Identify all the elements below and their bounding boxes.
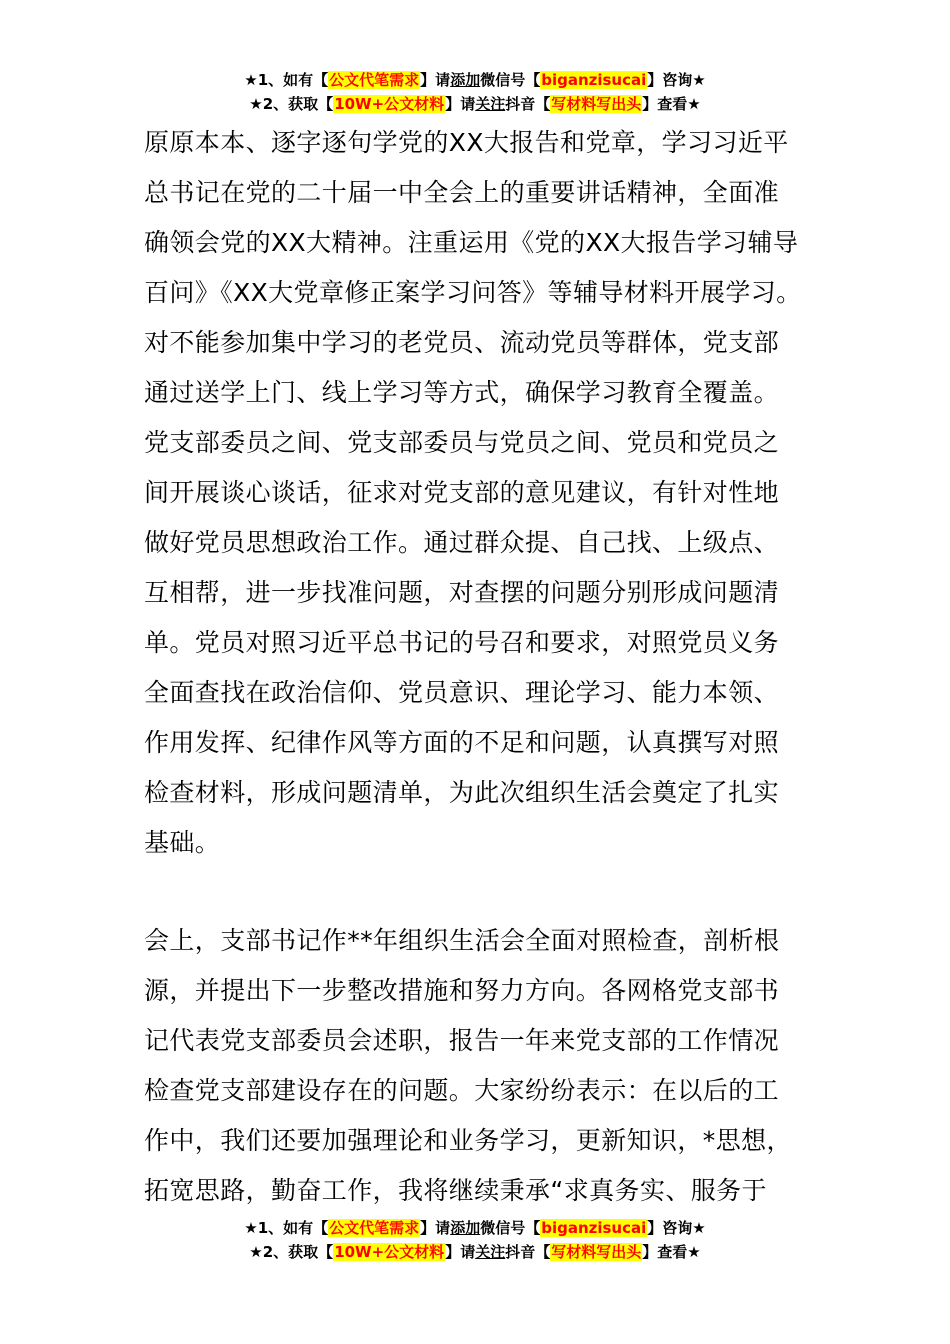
paragraph-1	[144, 118, 824, 868]
text-line: 互相帮，进一步找准问题，对查摆的问题分别形成问题清	[144, 578, 780, 607]
text-line: 做好党员思想政治工作。通过群众提、自己找、上级点、	[144, 528, 780, 557]
banner-text: 】请	[420, 71, 451, 89]
banner-line-2	[0, 92, 950, 116]
text-line: 确领会党的XX大精神。注重运用《党的XX大报告学习辅导	[144, 228, 799, 257]
highlight-materials: 10W+公文材料	[334, 95, 445, 113]
banner-text: 微信号【	[480, 71, 541, 89]
highlight-wechat-id: biganzisucai	[541, 71, 647, 89]
text-line: 源，并提出下一步整改措施和努力方向。各网格党支部书	[144, 976, 780, 1005]
text-line: 作中，我们还要加强理论和业务学习，更新知识，*思想，	[144, 1126, 792, 1155]
text-line: 原原本本、逐字逐句学党的XX大报告和党章，学习习近平	[144, 128, 789, 157]
banner-text: 】咨询★	[647, 71, 706, 89]
underlined-text: 添加	[450, 71, 481, 89]
banner-line-1	[0, 1216, 950, 1240]
banner-text: 微信号【	[480, 1219, 541, 1237]
underlined-text: 添加	[450, 1219, 481, 1237]
banner-text: 抖音【	[505, 95, 551, 113]
text-line: 对不能参加集中学习的老党员、流动党员等群体，党支部	[144, 328, 780, 357]
banner-text: ★2、获取【	[249, 95, 334, 113]
banner-text: 】查看★	[642, 1243, 701, 1261]
highlight-materials: 10W+公文材料	[334, 1243, 445, 1261]
banner-line-2	[0, 1240, 950, 1264]
banner-text: 】咨询★	[647, 1219, 706, 1237]
banner-line-1	[0, 68, 950, 92]
banner-text: 】查看★	[642, 95, 701, 113]
highlight-douyin-id: 写材料写出头	[551, 95, 642, 113]
text-line: 全面查找在政治信仰、党员意识、理论学习、能力本领、	[144, 678, 780, 707]
text-line: 检查材料，形成问题清单，为此次组织生活会奠定了扎实	[144, 778, 780, 807]
banner-text: 】请	[420, 1219, 451, 1237]
text-line: 作用发挥、纪律作风等方面的不足和问题，认真撰写对照	[144, 728, 780, 757]
text-line: 基础。	[144, 828, 221, 857]
banner-text: ★2、获取【	[249, 1243, 334, 1261]
paragraph-2	[144, 916, 824, 1216]
banner-text: ★1、如有【	[244, 71, 329, 89]
text-line: 党支部委员之间、党支部委员与党员之间、党员和党员之	[144, 428, 780, 457]
text-line: 总书记在党的二十届一中全会上的重要讲话精神，全面准	[144, 178, 780, 207]
underlined-text: 关注	[475, 1243, 506, 1261]
highlight-service: 公文代笔需求	[329, 71, 420, 89]
highlight-service: 公文代笔需求	[329, 1219, 420, 1237]
text-line: 通过送学上门、线上学习等方式，确保学习教育全覆盖。	[144, 378, 780, 407]
text-line: 拓宽思路，勤奋工作，我将继续秉承“求真务实、服务于	[144, 1176, 767, 1205]
text-line: 检查党支部建设存在的问题。大家纷纷表示：在以后的工	[144, 1076, 780, 1105]
highlight-douyin-id: 写材料写出头	[551, 1243, 642, 1261]
text-line: 会上，支部书记作**年组织生活会全面对照检查，剖析根	[144, 926, 780, 955]
text-line: 间开展谈心谈话，征求对党支部的意见建议，有针对性地	[144, 478, 780, 507]
text-line: 单。党员对照习近平总书记的号召和要求，对照党员义务	[144, 628, 780, 657]
highlight-wechat-id: biganzisucai	[541, 1219, 647, 1237]
banner-text: ★1、如有【	[244, 1219, 329, 1237]
banner-text: 抖音【	[505, 1243, 551, 1261]
text-line: 百问》《XX大党章修正案学习问答》等辅导材料开展学习。	[144, 278, 802, 307]
footer-banner	[0, 1216, 950, 1264]
underlined-text: 关注	[475, 95, 506, 113]
banner-text: 】请	[445, 1243, 476, 1261]
text-line: 记代表党支部委员会述职，报告一年来党支部的工作情况	[144, 1026, 780, 1055]
header-banner	[0, 68, 950, 116]
banner-text: 】请	[445, 95, 476, 113]
